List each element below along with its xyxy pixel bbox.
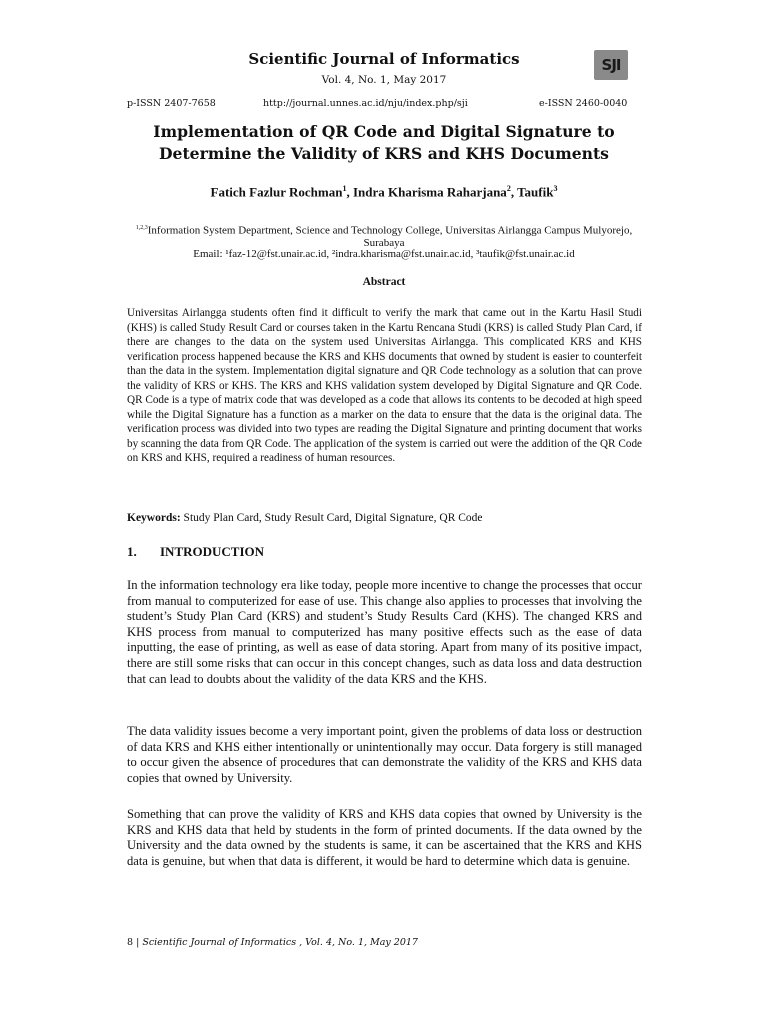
intro-paragraph-1: In the information technology era like today, people more incentive to change the processes that occur from manual to computerized for ease of use. This change also applies to processes that involving the student’s Study Plan Card (KRS) and student’s Study Results Card (KHS). The changed KRS and KHS process from manual to computerized has many positive effects such as the ease of data inputting, the ease of printing, as well as ease of data storing. Apart from many of its positive impact, there are still some risks that can occur in this concept changes, such as data loss and data destruction that can lead to doubts about the validity of the data KRS and the KHS. [127,578,642,686]
author-affiliation-mark: 2 [506,184,511,193]
author-separator: , [346,184,353,200]
journal-title: Scientific Journal of Informatics [248,50,520,68]
journal-logo-text: SJI [601,56,621,74]
keywords-list: Study Plan Card, Study Result Card, Digital Signature, QR Code [183,512,483,524]
e-issn: e-ISSN 2460-0040 [539,98,628,109]
journal-volume: Vol. 4, No. 1, May 2017 [321,74,447,86]
footer-citation: Scientific Journal of Informatics , Vol. 4, No. 1, May 2017 [142,937,418,948]
page-number: 8 [127,937,134,948]
section-heading-introduction [127,544,264,560]
author-name: Indra Kharisma Raharjana [352,184,507,200]
paper-title-line-2: Determine the Validity of KRS and KHS Documents [159,144,609,163]
abstract-text: Universitas Airlangga students often find it difficult to verify the mark that came out in the Kartu Hasil Studi (KHS) is called Study Result Card or courses taken in the Kartu Rencana Studi (KRS) is called Study Plan Card, if there are changes to the data on the system used Universitas Airlangga. This complicated KRS and KHS verification process happened because the KRS and KHS documents that owned by student is easier to counterfeit than the data in the system. Implementation digital signature and QR Code technology as a solution that can prove the validity of KRS or KHS. The KRS and KHS validation system developed by Digital Signature and QR Code. QR Code is a type of matrix code that was developed as a code that allows its contents to be decoded at high speed while the Digital Signature has a function as a marker on the data to ensure that the data is the original data. The verification process was divided into two types are reading the Digital Signature and printing document that works by scanning the data from QR Code. The application of the system is carried out were the addition of the QR Code on KRS and KHS, required a readiness of human resources. [127,307,642,464]
affiliation-mark: 1,2,3 [135,225,148,231]
page-footer [127,937,418,948]
author-affiliation-mark: 1 [342,184,347,193]
author-name: Fatich Fazlur Rochman [210,184,343,200]
p-issn: p-ISSN 2407-7658 [127,98,216,109]
intro-paragraph-3: Something that can prove the validity of KRS and KHS data copies that owned by University is the KRS and KHS data that held by students in the form of printed documents. If the data owned by the University and the data owned by the students is same, it can be ascertained that the KRS and KHS data is genuine, but when that data is different, it would be hard to determine which data is genuine. [127,807,642,868]
paper-title-line-1: Implementation of QR Code and Digital Signature to [153,122,615,141]
keywords [127,512,642,524]
author-separator: , [510,184,518,200]
keywords-label: Keywords: [127,512,181,524]
section-number: 1. [127,544,137,559]
journal-url[interactable]: http://journal.unnes.ac.id/nju/index.php/sji [263,98,468,109]
author-affiliation-mark: 3 [553,184,558,193]
affiliation [130,222,638,250]
intro-paragraph-2: The data validity issues become a very important point, given the problems of data loss or destruction of data KRS and KHS either intentionally or unintentionally may occur. Data forgery is still managed to occur given the absence of procedures that can demonstrate the validity of the KRS and KHS data copies that owned by University. [127,724,642,785]
section-title: INTRODUCTION [160,544,265,559]
journal-logo [594,50,628,80]
abstract-heading: Abstract [362,276,406,288]
author-emails: Email: ¹faz-12@fst.unair.ac.id, ²indra.kharisma@fst.unair.ac.id, ³taufik@fst.unair.ac.id [193,248,575,260]
author-list [0,184,768,200]
footer-separator: | [136,937,140,948]
author-name: Taufik [517,184,554,200]
paper-title [100,121,668,165]
affiliation-text: Information System Department, Science and Technology College, Universitas Airlangga Campus Mulyorejo, Surabaya [147,224,633,250]
